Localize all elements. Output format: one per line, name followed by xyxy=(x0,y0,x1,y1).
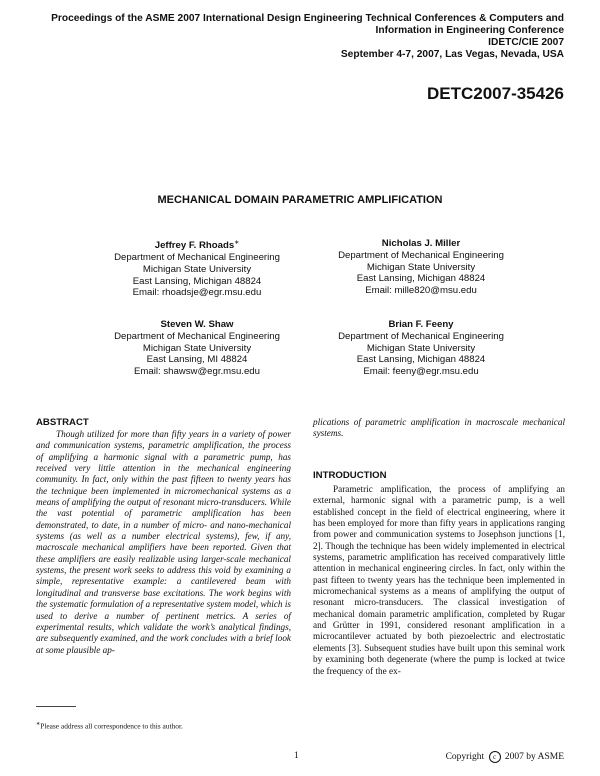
author-city: East Lansing, Michigan 48824 xyxy=(356,354,486,366)
proceedings-header-line-2: Information in Engineering Conference xyxy=(375,25,564,36)
abstract-continuation: plications of parametric amplification in macroscale mechanical systems. xyxy=(313,417,565,439)
author-name: Brian F. Feeny xyxy=(388,319,454,330)
page-number: 1 xyxy=(294,751,299,761)
author-block xyxy=(82,238,312,299)
footnote-rule xyxy=(36,706,76,707)
proceedings-header-line-1: Proceedings of the ASME 2007 International Design Engineering Technical Conferences & Computers and xyxy=(51,13,564,24)
author-university: Michigan State University xyxy=(366,342,476,354)
footnote xyxy=(36,721,183,730)
author-city: East Lansing, Michigan 48824 xyxy=(132,275,262,287)
author-name: Steven W. Shaw xyxy=(160,319,234,330)
author-block xyxy=(306,319,536,378)
footnote-marker: ∗ xyxy=(36,722,41,727)
author-city: East Lansing, MI 48824 xyxy=(146,354,248,366)
proceedings-header-line-4: September 4-7, 2007, Las Vegas, Nevada, USA xyxy=(340,49,564,60)
copyright-suffix: 2007 by ASME xyxy=(504,752,564,763)
introduction-heading: INTRODUCTION xyxy=(313,470,387,481)
author-email: Email: mille820@msu.edu xyxy=(365,285,477,297)
footnote-marker: ∗ xyxy=(234,240,240,246)
author-block xyxy=(82,319,312,378)
paper-title: MECHANICAL DOMAIN PARAMETRIC AMPLIFICATION xyxy=(157,194,443,206)
copyright-prefix: Copyright xyxy=(445,752,485,763)
author-email: Email: rhoadsje@egr.msu.edu xyxy=(132,287,262,299)
introduction-body: Parametric amplification, the process of amplifying an external, harmonic signal with a parametric pump, is a well established concept in the field of electrical engineering, where it has been employed for more than fifty years in applications ranging from power and communication systems to Josephson junctions [1, 2]. Though the technique has been widely implemented in electrical systems, parametric amplification has received comparatively little attention in mechanical engineering circles. In fact, only within the past fifteen to twenty years has the technique been implemented in micromechanical systems as a means of amplifying the output of resonant micro-transducers. The classical investigation of mechanical domain parametric amplification, completed by Rugar and Grütter in 1991, considered resonant amplification in a microcantilever actuated by both piezoelectric and electrostatic elements [3]. Subsequent studies have built upon this seminal work by examining both degenerate (where the pump is locked at twice the frequency of the ex- xyxy=(313,484,565,676)
author-city: East Lansing, Michigan 48824 xyxy=(356,273,486,285)
abstract-heading: ABSTRACT xyxy=(36,417,89,428)
abstract-body: Though utilized for more than fifty years in a variety of power and communication systems, parametric amplification, the process of amplifying a harmonic signal with a parametric pump, has received very little attention in the mechanical engineering community. In fact, only within the past fifteen to twenty years has the technique been implemented in micromechanical systems as a means of amplifying the output of resonant micro-transducers. While the vast potential of parametric amplification has been demonstrated, to date, in a number of micro- and nano-mechanical systems (as well as a number electrical systems), few, if any, macroscale mechanical amplifiers have been reported. Given that these amplifiers are easily realizable using larger-scale mechanical systems, the present work seeks to address this void by examining a simple, representative example: a cantilevered beam with longitudinal and transverse base excitations. The work begins with the systematic formulation of a representative system model, which is used to derive a number of pertinent metrics. A series of experimental results, which validate the work’s analytical findings, are subsequently examined, and the work concludes with a brief look at some plausible ap- xyxy=(36,429,291,655)
author-department: Department of Mechanical Engineering xyxy=(114,330,280,342)
author-name: Nicholas J. Miller xyxy=(381,238,461,249)
paper-id: DETC2007-35426 xyxy=(426,84,564,103)
author-department: Department of Mechanical Engineering xyxy=(338,249,504,261)
author-university: Michigan State University xyxy=(142,263,252,275)
author-department: Department of Mechanical Engineering xyxy=(114,251,280,263)
author-block xyxy=(306,238,536,297)
author-name: Jeffrey F. Rhoads∗ xyxy=(154,240,240,252)
author-department: Department of Mechanical Engineering xyxy=(338,330,504,342)
author-university: Michigan State University xyxy=(142,342,252,354)
author-email: Email: shawsw@egr.msu.edu xyxy=(134,366,260,378)
author-university: Michigan State University xyxy=(366,261,476,273)
proceedings-header-line-3: IDETC/CIE 2007 xyxy=(488,37,564,48)
copyright-icon: c xyxy=(489,751,501,763)
author-email: Email: feeny@egr.msu.edu xyxy=(363,366,479,378)
footnote-text: Please address all correspondence to this author. xyxy=(40,721,183,731)
copyright-notice xyxy=(446,751,564,763)
